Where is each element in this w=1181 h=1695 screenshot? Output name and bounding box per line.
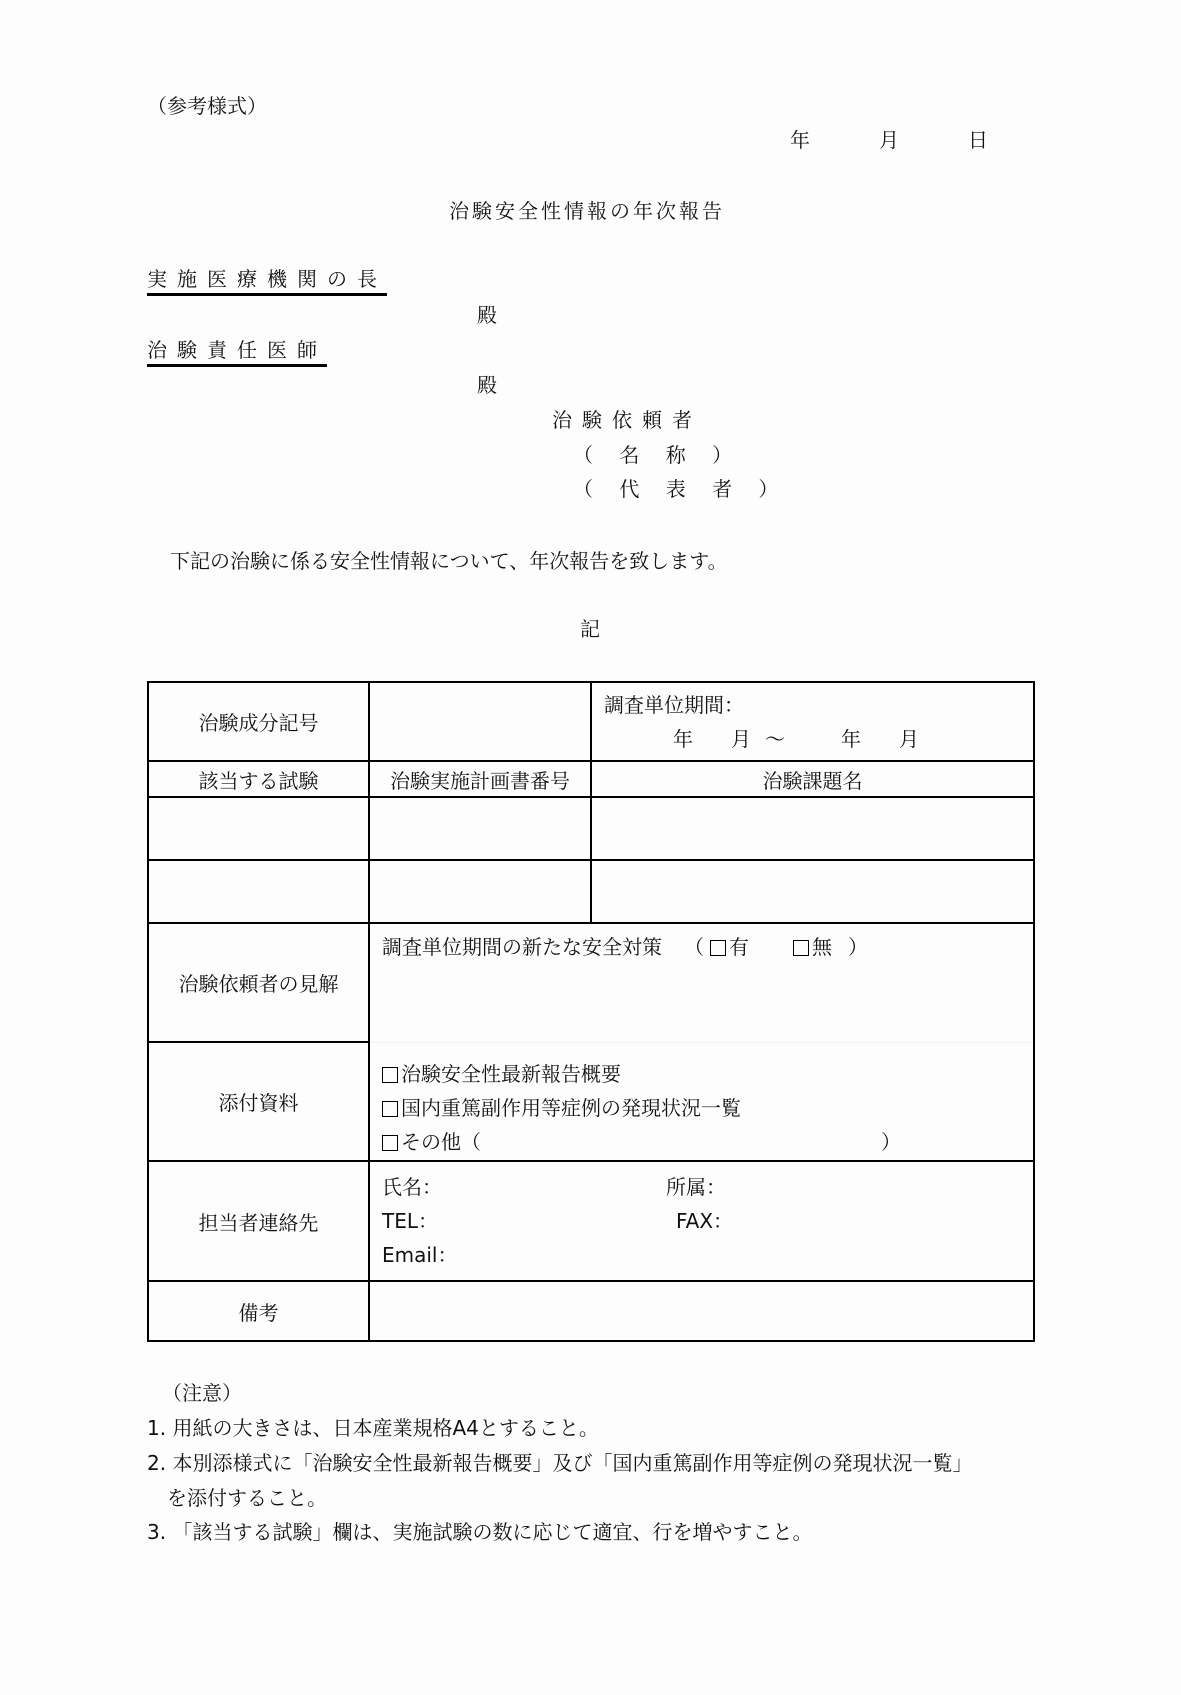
contact-tel-label: TEL：: [382, 1209, 438, 1233]
compound-code-value[interactable]: [369, 682, 591, 761]
sender-label: 治験依頼者: [552, 408, 702, 432]
addressee-institution-head: 実施医療機関の長: [147, 267, 387, 296]
table-row-opinion: [148, 923, 1034, 1042]
protocol-number-cell[interactable]: [369, 860, 591, 923]
contact-name-label: 氏名：: [382, 1175, 442, 1199]
report-table: [147, 681, 1035, 1342]
trial-title-cell[interactable]: [591, 860, 1034, 923]
period-year-end: 年: [841, 726, 861, 751]
table-row-trial: [148, 797, 1034, 860]
survey-period-label: 調査単位期間：: [604, 692, 744, 717]
contact-cell[interactable]: [369, 1161, 1034, 1281]
date-year-label: 年: [790, 128, 810, 152]
attachments-cell: [369, 1042, 1034, 1161]
checkbox-other[interactable]: [382, 1135, 398, 1151]
attachment-other-close: ）: [881, 1129, 901, 1154]
period-month-end: 月: [899, 726, 919, 751]
honorific-1: 殿: [477, 303, 497, 327]
page-title: 治験安全性情報の年次報告: [449, 199, 725, 223]
table-row-trial: [148, 860, 1034, 923]
body-text: 下記の治験に係る安全性情報について、年次報告を致します。: [170, 549, 728, 573]
compound-code-label-cell: [148, 682, 369, 761]
opinion-label: 治験依頼者の見解: [148, 923, 369, 1042]
attachment-serious-adr-list: 国内重篤副作用等症例の発現状況一覧: [401, 1095, 741, 1120]
header-protocol-number: 治験実施計画書番号: [369, 761, 591, 797]
checkbox-safety-summary[interactable]: [382, 1067, 398, 1083]
checkbox-yes[interactable]: [710, 940, 726, 956]
remarks-cell[interactable]: [369, 1281, 1034, 1341]
section-mark: 記: [580, 617, 600, 641]
addressee-investigator: 治験責任医師: [147, 338, 327, 367]
table-row-contact: [148, 1161, 1034, 1281]
form-type-label: （参考様式）: [147, 94, 267, 118]
attachment-safety-summary: 治験安全性最新報告概要: [401, 1061, 621, 1086]
trial-cell[interactable]: [148, 797, 369, 860]
sender-name-label: （ 名 称 ）: [573, 443, 743, 467]
remarks-label: 備考: [148, 1281, 369, 1341]
opinion-cell[interactable]: [369, 923, 1034, 1042]
period-tilde: ～: [765, 726, 785, 751]
date-day-label: 日: [968, 128, 988, 152]
contact-fax-label: FAX：: [676, 1209, 734, 1233]
option-yes-label: 有: [729, 935, 749, 959]
date-month-label: 月: [879, 128, 899, 152]
period-year-start: 年: [673, 726, 693, 751]
compound-code-label: 治験成分記号: [198, 711, 319, 735]
table-row-remarks: [148, 1281, 1034, 1341]
checkbox-no[interactable]: [793, 940, 809, 956]
contact-email-label: Email：: [382, 1243, 458, 1267]
open-paren: （: [684, 935, 704, 959]
table-header-row: [148, 761, 1034, 797]
notes-heading: （注意）: [162, 1381, 242, 1405]
table-row-attachments: [148, 1042, 1034, 1161]
table-row-compound: [148, 682, 1034, 761]
option-no-label: 無: [812, 935, 832, 959]
sender-representative-label: （ 代 表 者 ）: [573, 477, 789, 501]
note-item-3: 3. 「該当する試験」欄は、実施試験の数に応じて適宜、行を増やすこと。: [147, 1520, 813, 1544]
contact-affiliation-label: 所属：: [666, 1175, 726, 1199]
protocol-number-cell[interactable]: [369, 797, 591, 860]
close-paren: ）: [848, 935, 868, 959]
opinion-text: 調査単位期間の新たな安全対策: [382, 935, 662, 959]
attachments-label: 添付資料: [148, 1042, 369, 1161]
survey-period-cell[interactable]: [591, 682, 1034, 761]
period-month-start: 月: [731, 726, 751, 751]
honorific-2: 殿: [477, 373, 497, 397]
header-trial-title: 治験課題名: [591, 761, 1034, 797]
note-item-2-continued: を添付すること。: [147, 1486, 327, 1510]
note-item-2: 2. 本別添様式に「治験安全性最新報告概要」及び「国内重篤副作用等症例の発現状況一覧」: [147, 1451, 973, 1475]
contact-label: 担当者連絡先: [148, 1161, 369, 1281]
trial-cell[interactable]: [148, 860, 369, 923]
note-item-1: 1. 用紙の大きさは、日本産業規格A4とすること。: [147, 1416, 599, 1440]
attachment-other: その他（: [401, 1129, 481, 1154]
checkbox-serious-adr-list[interactable]: [382, 1101, 398, 1117]
header-applicable-trial: 該当する試験: [148, 761, 369, 797]
trial-title-cell[interactable]: [591, 797, 1034, 860]
